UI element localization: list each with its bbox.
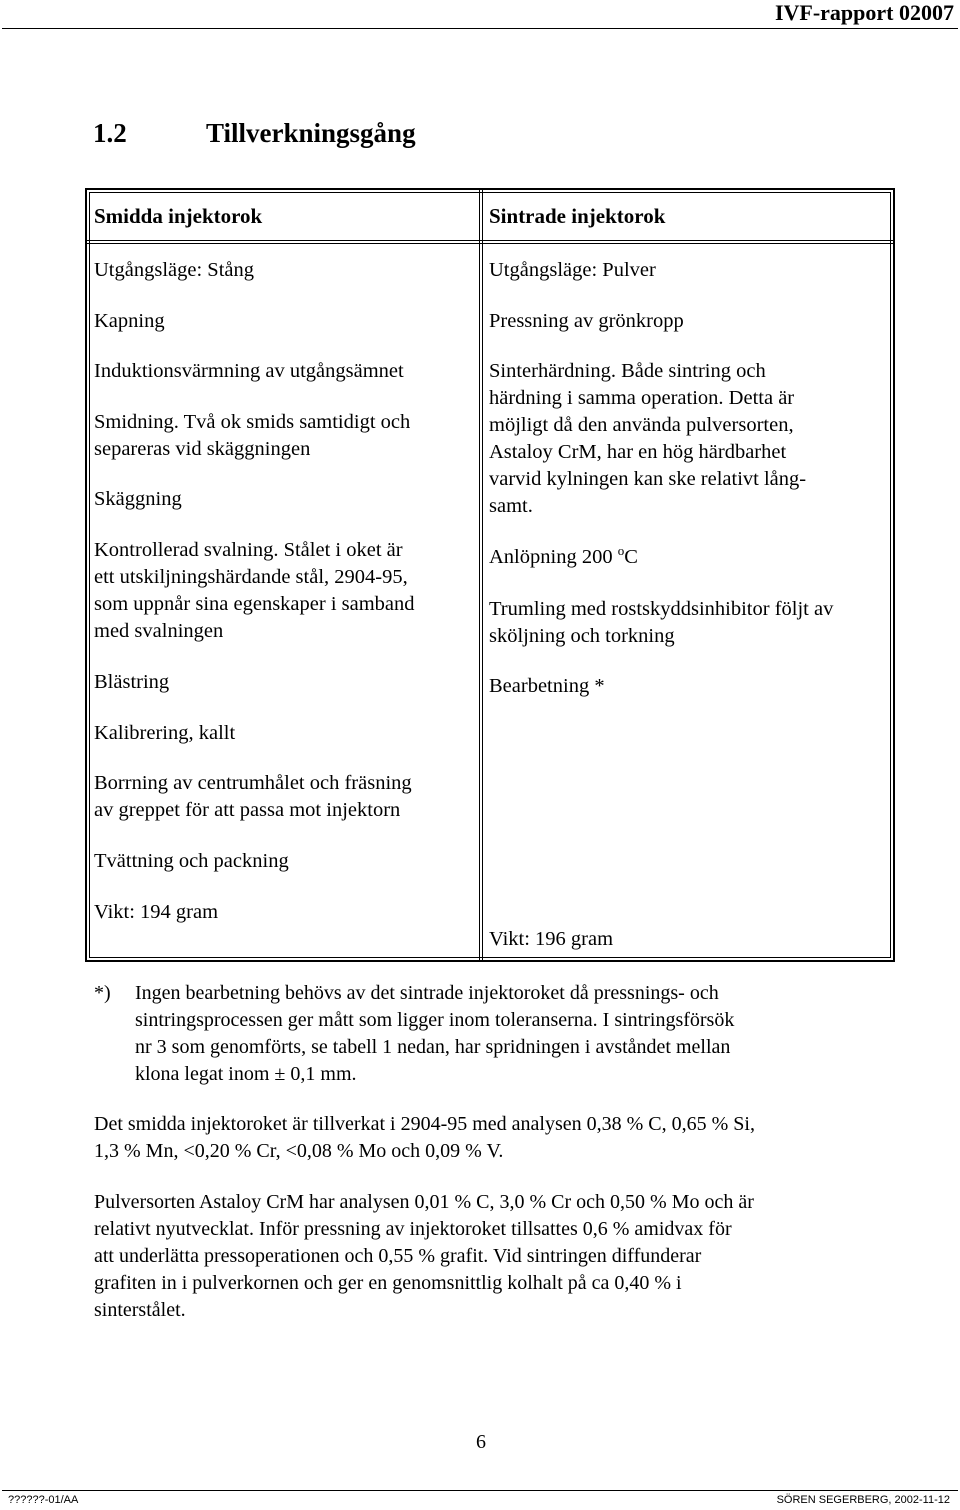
forged-step: Kapning bbox=[94, 310, 165, 332]
forged-column-heading: Smidda injektorok bbox=[94, 204, 263, 228]
sintered-step: Sinterhärdning. Både sintring och härdning i samma operation. Detta är möjligt då den använda pulversorten, Astaloy CrM, har en hög härdbarhet varvid kylningen kan ske relativt lång- samt. bbox=[489, 360, 807, 517]
forged-step: Kalibrering, kallt bbox=[94, 722, 236, 744]
forged-step: Utgångsläge: Stång bbox=[94, 259, 254, 281]
page-number: 6 bbox=[476, 1431, 486, 1453]
sintered-step: Bearbetning * bbox=[489, 675, 605, 697]
table-header-divider bbox=[85, 240, 895, 244]
forged-step: Skäggning bbox=[94, 488, 182, 510]
forged-analysis-paragraph: Det smidda injektoroket är tillverkat i 2904-95 med analysen 0,38 % C, 0,65 % Si, 1,3 % Mn, <0,20 % Cr, <0,08 % Mo och 0,09 % V. bbox=[94, 1113, 755, 1162]
report-id: IVF-rapport 02007 bbox=[774, 0, 954, 25]
forged-step: Borrning av centrumhålet och fräsning av greppet för att passa mot injektorn bbox=[94, 772, 412, 821]
section-title: Tillverkningsgång bbox=[206, 118, 416, 148]
header-rule bbox=[2, 28, 958, 29]
footnote-mark: *) bbox=[94, 982, 111, 1004]
footnote-text: Ingen bearbetning behövs av det sintrade injektoroket då pressnings- och sintringsprocessen ger mått som ligger inom toleranserna. I sintringsförsök nr 3 som genomförts, se tabell 1 nedan, har spridningen i avståndet mellan klona legat inom ± 0,1 mm. bbox=[135, 982, 735, 1085]
forged-step: Tvättning och packning bbox=[94, 850, 289, 872]
footer-author-date: SÖREN SEGERBERG, 2002-11-12 bbox=[776, 1494, 950, 1506]
footer-document-code: ??????-01/AA bbox=[8, 1494, 79, 1506]
powder-analysis-paragraph: Pulversorten Astaloy CrM har analysen 0,01 % C, 3,0 % Cr och 0,50 % Mo och är relativt nyutvecklat. Inför pressning av injektoroket tillsattes 0,6 % amidvax för att underlätta pressoperationen och 0,55 % grafit. Vid sintringen diffunderar grafiten in i pulverkornen och ger en genomsnittlig kolhalt på ca 0,40 % i sinterstålet. bbox=[94, 1191, 754, 1321]
sintered-step: Utgångsläge: Pulver bbox=[489, 259, 656, 281]
sintered-column-heading: Sintrade injektorok bbox=[489, 204, 666, 228]
table-column-divider bbox=[479, 188, 483, 962]
sintered-weight: Vikt: 196 gram bbox=[489, 928, 614, 950]
forged-step: Smidning. Två ok smids samtidigt och separeras vid skäggningen bbox=[94, 411, 411, 460]
forged-step: Kontrollerad svalning. Stålet i oket är ett utskiljningshärdande stål, 2904-95, som uppnår sina egenskaper i samband med svalningen bbox=[94, 539, 415, 642]
sintered-step: Pressning av grönkropp bbox=[489, 310, 684, 332]
forged-step: Blästring bbox=[94, 671, 170, 693]
forged-step: Induktionsvärmning av utgångsämnet bbox=[94, 360, 404, 382]
section-number: 1.2 bbox=[93, 118, 127, 148]
sintered-step: Trumling med rostskyddsinhibitor följt av sköljning och torkning bbox=[489, 598, 834, 647]
forged-weight: Vikt: 194 gram bbox=[94, 901, 219, 923]
sintered-step-tempering: Anlöpning 200 $^o$C bbox=[489, 543, 638, 568]
footer-rule bbox=[2, 1490, 958, 1491]
